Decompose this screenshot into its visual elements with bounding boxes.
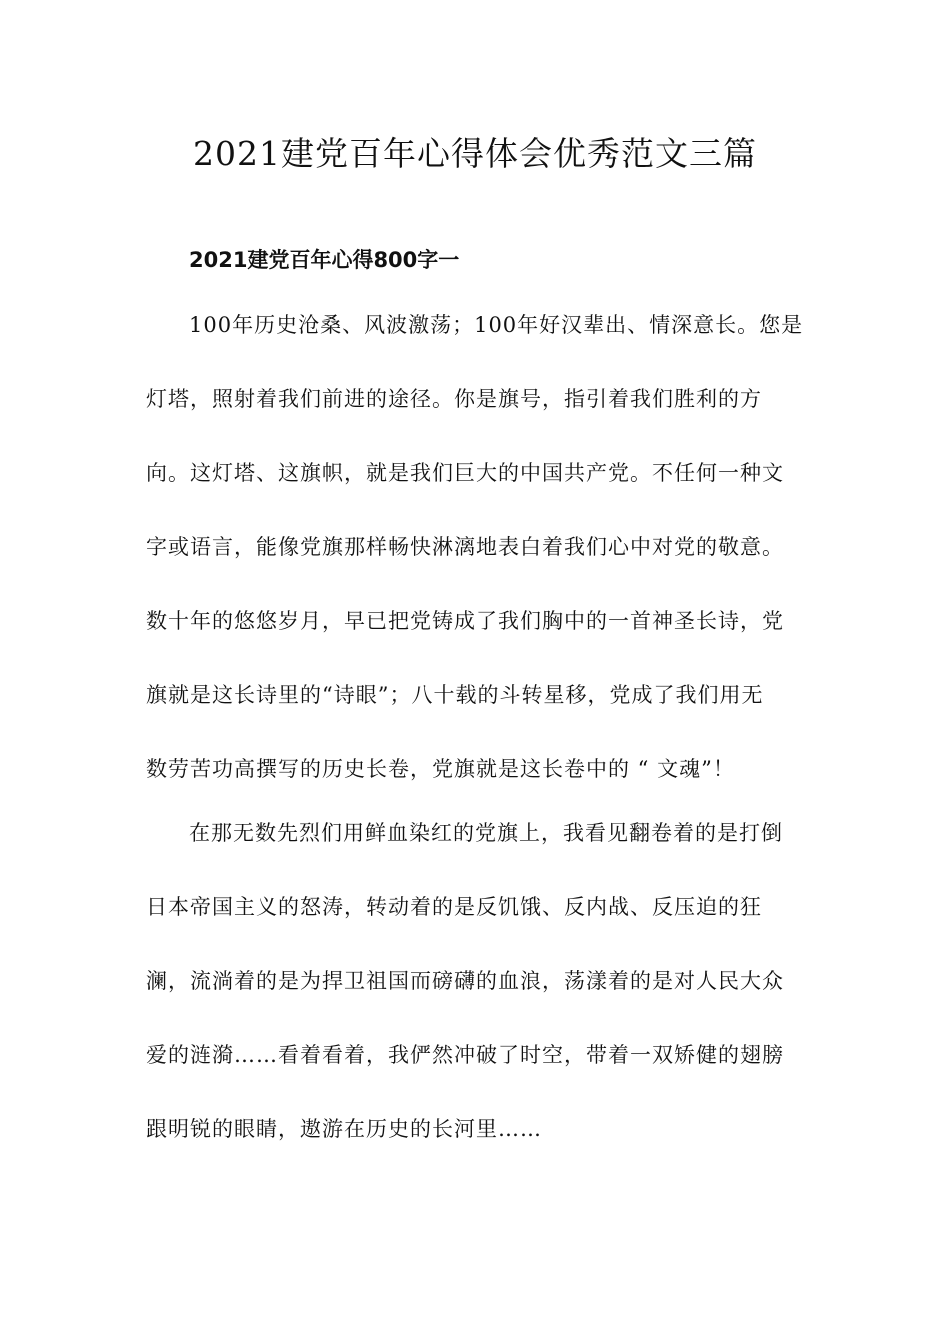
paragraph-line: 爱的涟漪……看着看着，我俨然冲破了时空，带着一双矫健的翅膀 — [146, 1043, 784, 1067]
paragraph-line: 数劳苦功高撰写的历史长卷，党旗就是这长卷中的 “ 文魂”！ — [146, 757, 735, 781]
paragraph-line: 澜，流淌着的是为捍卫祖国而磅礴的血浪，荡漾着的是对人民大众 — [146, 969, 784, 993]
paragraph-line: 日本帝国主义的怒涛，转动着的是反饥饿、反内战、反压迫的狂 — [146, 895, 762, 919]
paragraph-line: 灯塔，照射着我们前进的途径。你是旗号，指引着我们胜利的方 — [146, 387, 762, 411]
paragraph-line: 100年历史沧桑、风波激荡；100年好汉辈出、情深意长。您是 — [189, 313, 804, 337]
paragraph-line: 向。这灯塔、这旗帜，就是我们巨大的中国共产党。不任何一种文 — [146, 461, 784, 485]
paragraph-line: 数十年的悠悠岁月，早已把党铸成了我们胸中的一首神圣长诗，党 — [146, 609, 784, 633]
paragraph-line: 旗就是这长诗里的“诗眼”；八十载的斗转星移，党成了我们用无 — [146, 683, 764, 707]
paragraph-line: 跟明锐的眼睛，遨游在历史的长河里…… — [146, 1117, 542, 1141]
paragraph-line: 字或语言，能像党旗那样畅快淋漓地表白着我们心中对党的敬意。 — [146, 535, 784, 559]
section-heading: 2021建党百年心得800字一 — [189, 248, 460, 272]
document-title: 2021建党百年心得体会优秀范文三篇 — [193, 134, 757, 173]
paragraph-line: 在那无数先烈们用鲜血染红的党旗上，我看见翻卷着的是打倒 — [189, 821, 783, 845]
